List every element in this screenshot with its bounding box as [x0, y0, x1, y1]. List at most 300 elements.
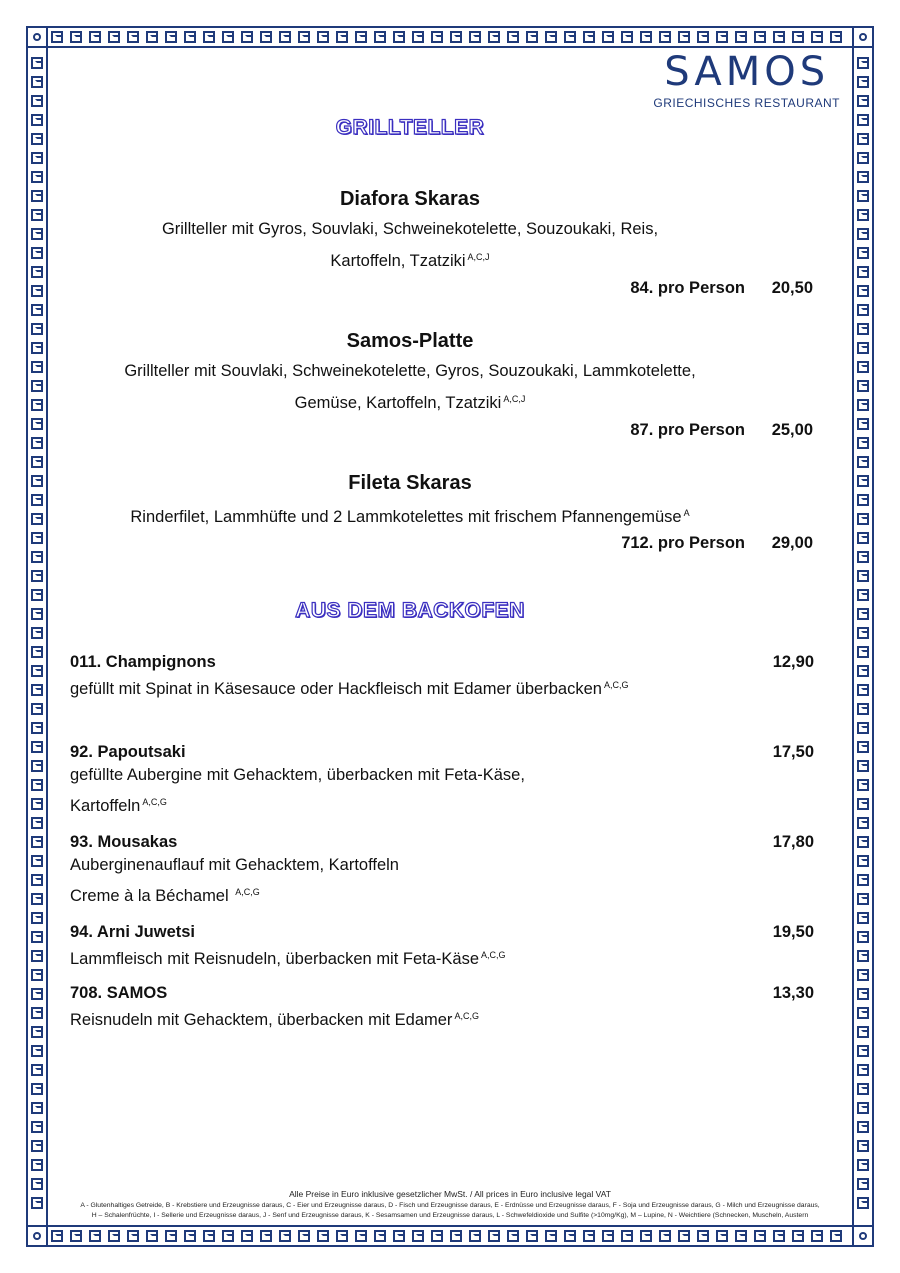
description-line: Lammfleisch mit Reisnudeln, überbacken mit Feta-Käse	[70, 950, 480, 968]
greek-key-tile-inner	[568, 1234, 576, 1242]
greek-key-tile-inner	[473, 35, 481, 43]
menu-item-samos-platte	[60, 330, 760, 417]
greek-key-tile-inner	[340, 1234, 348, 1242]
item-price: 17,80	[772, 833, 814, 851]
greek-key-tile	[488, 1230, 500, 1242]
greek-key-tile-inner	[35, 1182, 43, 1190]
greek-key-tile	[857, 855, 869, 867]
greek-key-tile	[31, 95, 43, 107]
greek-key-tile-inner	[35, 764, 43, 772]
greek-key-tile	[811, 31, 823, 43]
greek-key-tile-inner	[861, 631, 869, 639]
greek-key-tile	[857, 608, 869, 620]
description-line: gefüllte Aubergine mit Gehacktem, überbacken mit Feta-Käse,	[70, 766, 525, 784]
greek-key-tile-inner	[35, 1144, 43, 1152]
item-price: 17,50	[772, 743, 814, 761]
greek-key-tile	[857, 1026, 869, 1038]
greek-key-tile-inner	[861, 498, 869, 506]
greek-key-tile	[31, 779, 43, 791]
greek-key-tile	[857, 456, 869, 468]
greek-key-tile	[31, 836, 43, 848]
item-description	[70, 1003, 814, 1034]
menu-footer	[60, 1189, 840, 1221]
greek-key-tile	[317, 1230, 329, 1242]
greek-key-tile	[697, 1230, 709, 1242]
greek-key-tile-inner	[777, 1234, 785, 1242]
menu-item-fileta-skaras	[60, 472, 760, 531]
greek-key-tile	[31, 1159, 43, 1171]
greek-key-tile-inner	[35, 1163, 43, 1171]
greek-key-tile-inner	[264, 35, 272, 43]
greek-key-tile-inner	[861, 346, 869, 354]
greek-key-tile-inner	[435, 1234, 443, 1242]
greek-key-tile	[792, 1230, 804, 1242]
item-price: 29,00	[771, 534, 813, 552]
greek-key-tile	[241, 1230, 253, 1242]
greek-key-tile	[31, 285, 43, 297]
greek-key-tile-inner	[861, 213, 869, 221]
greek-key-tile-inner	[663, 35, 671, 43]
greek-key-tile	[450, 1230, 462, 1242]
greek-key-tile	[31, 627, 43, 639]
greek-key-tile-inner	[359, 35, 367, 43]
item-description	[60, 499, 760, 531]
greek-key-tile-inner	[796, 35, 804, 43]
greek-key-tile	[31, 247, 43, 259]
greek-key-tile	[857, 513, 869, 525]
greek-key-tile-inner	[701, 1234, 709, 1242]
greek-key-tile	[583, 31, 595, 43]
greek-key-tile	[51, 31, 63, 43]
border-corner-bottom-left	[26, 1225, 48, 1247]
greek-key-tile	[857, 798, 869, 810]
greek-key-tile-inner	[35, 232, 43, 240]
greek-key-tile-inner	[861, 935, 869, 943]
greek-key-tile-inner	[74, 35, 82, 43]
item-name: 708. SAMOS	[70, 984, 168, 1002]
greek-key-tile	[431, 1230, 443, 1242]
description-line: Grillteller mit Souvlaki, Schweinekotelette, Gyros, Souzoukaki, Lammkotelette,	[124, 362, 696, 380]
greek-key-tile-inner	[815, 35, 823, 43]
greek-key-tile	[735, 1230, 747, 1242]
greek-key-tile-inner	[302, 35, 310, 43]
greek-key-tile-inner	[35, 707, 43, 715]
greek-key-tile-inner	[587, 1234, 595, 1242]
greek-key-tile	[31, 342, 43, 354]
greek-key-tile-inner	[55, 35, 63, 43]
greek-key-tile	[621, 1230, 633, 1242]
greek-key-tile	[857, 1102, 869, 1114]
item-price: 20,50	[771, 279, 813, 297]
greek-key-tile	[31, 912, 43, 924]
greek-key-tile-inner	[861, 365, 869, 373]
greek-key-tile	[203, 31, 215, 43]
greek-key-tile	[317, 31, 329, 43]
greek-key-tile	[108, 1230, 120, 1242]
greek-key-tile	[298, 1230, 310, 1242]
greek-key-tile	[31, 722, 43, 734]
greek-key-tile	[31, 171, 43, 183]
greek-key-tile-inner	[625, 1234, 633, 1242]
greek-key-tile	[857, 152, 869, 164]
greek-key-tile-inner	[861, 954, 869, 962]
border-corner-top-left	[26, 26, 48, 48]
greek-key-tile-inner	[861, 61, 869, 69]
greek-key-tile-inner	[378, 1234, 386, 1242]
border-band-left	[26, 48, 48, 1225]
greek-key-tile-inner	[188, 35, 196, 43]
greek-key-tile-inner	[644, 1234, 652, 1242]
greek-key-tile	[857, 228, 869, 240]
greek-key-tile	[773, 1230, 785, 1242]
allergen-legend-line: A - Glutenhaltiges Getreide, B - Krebstiere und Erzeugnisse daraus, C - Eier und Erzeugnisse daraus, D - Fisch und Erzeugnisse daraus, E - Erdnüsse und Erzeugnisse daraus, F - Soja und Erzeugnisse daraus, G - Milch und Erzeugnisse daraus,	[80, 1202, 820, 1209]
greek-key-tile-inner	[35, 270, 43, 278]
description-line: Rinderfilet, Lammhüfte und 2 Lammkotelettes mit frischem Pfannengemüse	[130, 508, 682, 526]
greek-key-tile	[659, 31, 671, 43]
greek-key-tile	[640, 1230, 652, 1242]
item-name: 92. Papoutsaki	[70, 743, 186, 761]
greek-key-tile-inner	[131, 1234, 139, 1242]
greek-key-tile	[31, 399, 43, 411]
greek-key-tile	[31, 1045, 43, 1057]
item-name: 011. Champignons	[70, 653, 216, 671]
greek-key-tile	[31, 665, 43, 677]
greek-key-tile	[31, 703, 43, 715]
greek-key-tile	[31, 1121, 43, 1133]
greek-key-tile-inner	[861, 688, 869, 696]
greek-key-tile-inner	[35, 574, 43, 582]
greek-key-tile-inner	[112, 1234, 120, 1242]
greek-key-tile	[222, 1230, 234, 1242]
price-row	[60, 421, 813, 440]
greek-key-tile-inner	[35, 99, 43, 107]
greek-key-tile	[31, 361, 43, 373]
greek-key-tile	[857, 969, 869, 981]
greek-key-tile	[31, 1197, 43, 1209]
greek-key-tile-inner	[245, 35, 253, 43]
greek-key-tile	[279, 1230, 291, 1242]
logo-name: SAMOS	[664, 49, 830, 95]
menu-item-papoutsaki	[70, 743, 814, 820]
greek-key-tile	[857, 1140, 869, 1152]
greek-key-tile-inner	[35, 669, 43, 677]
greek-key-tile-inner	[245, 1234, 253, 1242]
greek-key-tile	[857, 1083, 869, 1095]
menu-item-samos	[70, 984, 814, 1034]
greek-key-tile-inner	[758, 35, 766, 43]
greek-key-tile	[857, 1159, 869, 1171]
greek-key-tile	[621, 31, 633, 43]
greek-key-tile-inner	[35, 688, 43, 696]
allergen-codes: A,C,J	[503, 394, 526, 404]
greek-key-tile	[857, 684, 869, 696]
greek-key-tile-inner	[74, 1234, 82, 1242]
greek-key-tile-inner	[283, 35, 291, 43]
greek-key-tile	[857, 551, 869, 563]
greek-key-tile	[31, 1026, 43, 1038]
greek-key-tile-inner	[861, 384, 869, 392]
greek-key-tile	[412, 31, 424, 43]
greek-key-tile	[31, 741, 43, 753]
greek-key-tile-inner	[35, 935, 43, 943]
greek-key-tile	[393, 1230, 405, 1242]
greek-key-tile	[108, 31, 120, 43]
greek-key-tile-inner	[861, 118, 869, 126]
greek-key-tile-inner	[861, 251, 869, 259]
greek-key-tile-inner	[861, 441, 869, 449]
greek-key-tile	[754, 31, 766, 43]
description-line: Creme à la Béchamel	[70, 887, 229, 905]
item-description	[70, 672, 814, 703]
greek-key-tile	[31, 76, 43, 88]
greek-key-tile	[857, 342, 869, 354]
greek-key-tile-inner	[35, 555, 43, 563]
greek-key-tile-inner	[861, 232, 869, 240]
greek-key-tile-inner	[625, 35, 633, 43]
greek-key-tile	[31, 304, 43, 316]
greek-key-tile-inner	[861, 517, 869, 525]
greek-key-tile-inner	[861, 783, 869, 791]
greek-key-tile-inner	[378, 35, 386, 43]
greek-key-tile-inner	[861, 270, 869, 278]
greek-key-tile	[336, 1230, 348, 1242]
greek-key-tile	[31, 817, 43, 829]
greek-key-tile	[857, 589, 869, 601]
greek-key-tile-inner	[861, 973, 869, 981]
greek-key-tile-inner	[861, 1011, 869, 1019]
greek-key-tile-inner	[861, 878, 869, 886]
greek-key-tile	[526, 31, 538, 43]
greek-key-tile	[31, 874, 43, 886]
greek-key-tile-inner	[35, 175, 43, 183]
greek-key-tile	[184, 31, 196, 43]
greek-key-tile-inner	[861, 821, 869, 829]
greek-key-tile-inner	[720, 35, 728, 43]
greek-key-tile	[165, 31, 177, 43]
greek-key-tile	[857, 760, 869, 772]
greek-key-tile	[488, 31, 500, 43]
greek-key-tile-inner	[35, 973, 43, 981]
greek-key-tile	[260, 31, 272, 43]
greek-key-tile-inner	[861, 289, 869, 297]
greek-key-tile-inner	[150, 1234, 158, 1242]
greek-key-tile-inner	[35, 1106, 43, 1114]
greek-key-tile	[857, 1197, 869, 1209]
greek-key-tile-inner	[682, 1234, 690, 1242]
greek-key-tile-inner	[35, 821, 43, 829]
greek-key-tile-inner	[35, 1125, 43, 1133]
allergen-codes: A,C,J	[467, 252, 490, 262]
greek-key-tile	[469, 1230, 481, 1242]
greek-key-tile	[412, 1230, 424, 1242]
greek-key-tile	[857, 988, 869, 1000]
greek-key-tile	[184, 1230, 196, 1242]
greek-key-tile-inner	[492, 35, 500, 43]
greek-key-tile	[857, 570, 869, 582]
item-name: Diafora Skaras	[339, 188, 481, 210]
greek-key-tile-inner	[861, 1087, 869, 1095]
greek-key-tile	[31, 57, 43, 69]
greek-key-tile-inner	[35, 1068, 43, 1076]
greek-key-tile	[735, 31, 747, 43]
item-description	[70, 942, 814, 973]
greek-key-tile-inner	[112, 35, 120, 43]
greek-key-tile-inner	[796, 1234, 804, 1242]
greek-key-tile-inner	[861, 1030, 869, 1038]
greek-key-tile-inner	[720, 1234, 728, 1242]
greek-key-tile-inner	[35, 878, 43, 886]
greek-key-tile-inner	[815, 1234, 823, 1242]
greek-key-tile	[393, 31, 405, 43]
greek-key-tile-inner	[35, 1011, 43, 1019]
price-row	[60, 534, 813, 553]
greek-key-tile-inner	[35, 1030, 43, 1038]
greek-key-tile-inner	[302, 1234, 310, 1242]
greek-key-tile-inner	[606, 35, 614, 43]
greek-key-tile-inner	[861, 1068, 869, 1076]
greek-key-tile-inner	[861, 536, 869, 544]
greek-key-tile-inner	[35, 403, 43, 411]
greek-key-tile-inner	[35, 916, 43, 924]
greek-key-tile-inner	[861, 1106, 869, 1114]
greek-key-tile-inner	[35, 859, 43, 867]
greek-key-tile-inner	[169, 35, 177, 43]
greek-key-tile-inner	[35, 308, 43, 316]
greek-key-tile	[31, 684, 43, 696]
greek-key-tile-inner	[454, 1234, 462, 1242]
greek-key-tile	[31, 760, 43, 772]
greek-key-tile-inner	[568, 35, 576, 43]
greek-key-tile-inner	[861, 992, 869, 1000]
greek-key-tile-inner	[644, 35, 652, 43]
greek-key-tile	[31, 532, 43, 544]
greek-key-tile	[31, 380, 43, 392]
item-header	[70, 923, 814, 942]
greek-key-tile-inner	[530, 1234, 538, 1242]
greek-key-tile-inner	[861, 403, 869, 411]
greek-key-tile	[31, 1007, 43, 1019]
allergen-codes: A,C,G	[235, 887, 260, 897]
greek-key-tile-inner	[861, 99, 869, 107]
greek-key-tile-inner	[549, 1234, 557, 1242]
item-name: Fileta Skaras	[348, 472, 472, 494]
greek-key-tile-inner	[530, 35, 538, 43]
greek-key-tile-inner	[739, 35, 747, 43]
greek-key-tile	[857, 418, 869, 430]
greek-key-tile-inner	[35, 783, 43, 791]
greek-key-tile-inner	[834, 35, 842, 43]
section-title-grill: GRILLTELLER	[335, 116, 485, 139]
greek-key-tile	[857, 1007, 869, 1019]
greek-key-tile-inner	[473, 1234, 481, 1242]
greek-key-tile-inner	[283, 1234, 291, 1242]
greek-key-tile-inner	[861, 479, 869, 487]
greek-key-tile	[203, 1230, 215, 1242]
greek-key-tile-inner	[861, 897, 869, 905]
greek-key-tile	[31, 266, 43, 278]
greek-key-tile-inner	[35, 460, 43, 468]
border-band-right	[852, 48, 874, 1225]
greek-key-tile	[857, 475, 869, 487]
greek-key-tile-inner	[511, 1234, 519, 1242]
greek-key-tile-inner	[35, 954, 43, 962]
greek-key-tile	[857, 114, 869, 126]
greek-key-tile-inner	[861, 764, 869, 772]
greek-key-tile	[31, 513, 43, 525]
greek-key-tile-inner	[861, 1182, 869, 1190]
item-name: 93. Mousakas	[70, 833, 178, 851]
item-number: 84. pro Person	[630, 279, 745, 297]
greek-key-tile	[678, 1230, 690, 1242]
greek-key-tile	[31, 190, 43, 202]
greek-key-tile	[857, 171, 869, 183]
greek-key-tile	[89, 31, 101, 43]
greek-key-tile-inner	[55, 1234, 63, 1242]
greek-key-tile-inner	[359, 1234, 367, 1242]
greek-key-tile	[31, 1102, 43, 1114]
greek-key-tile-inner	[861, 327, 869, 335]
greek-key-tile	[678, 31, 690, 43]
item-description	[70, 762, 814, 820]
greek-key-tile-inner	[35, 422, 43, 430]
greek-key-tile	[31, 855, 43, 867]
greek-key-tile-inner	[861, 745, 869, 753]
greek-key-tile	[857, 646, 869, 658]
greek-key-tile	[857, 1121, 869, 1133]
item-header	[70, 743, 814, 762]
greek-key-tile-inner	[861, 859, 869, 867]
greek-key-tile-inner	[861, 175, 869, 183]
greek-key-tile-inner	[587, 35, 595, 43]
greek-key-tile-inner	[35, 479, 43, 487]
greek-key-tile-inner	[861, 574, 869, 582]
greek-key-tile	[51, 1230, 63, 1242]
greek-key-tile	[31, 1140, 43, 1152]
greek-key-tile	[857, 836, 869, 848]
greek-key-tile-inner	[35, 213, 43, 221]
allergen-codes: A,C,G	[142, 797, 167, 807]
greek-key-tile	[31, 1178, 43, 1190]
greek-key-tile	[450, 31, 462, 43]
greek-key-tile	[857, 1064, 869, 1076]
greek-key-tile-inner	[861, 840, 869, 848]
item-description	[60, 215, 760, 275]
greek-key-tile	[857, 361, 869, 373]
greek-key-tile-inner	[861, 916, 869, 924]
greek-key-tile-inner	[861, 422, 869, 430]
menu-item-arni-juwetsi	[70, 923, 814, 973]
greek-key-tile-inner	[169, 1234, 177, 1242]
item-header	[70, 653, 814, 672]
description-line: Auberginenauflauf mit Gehacktem, Kartoffeln	[70, 856, 399, 874]
greek-key-tile	[857, 266, 869, 278]
item-price: 19,50	[772, 923, 814, 941]
greek-key-tile-inner	[35, 384, 43, 392]
greek-key-tile	[857, 76, 869, 88]
section-title-oven: AUS DEM BACKOFEN	[295, 599, 525, 622]
greek-key-tile-inner	[35, 194, 43, 202]
greek-key-tile	[146, 31, 158, 43]
menu-item-mousakas	[70, 833, 814, 910]
greek-key-tile	[857, 893, 869, 905]
greek-key-tile	[146, 1230, 158, 1242]
greek-key-tile	[564, 1230, 576, 1242]
greek-key-tile	[857, 741, 869, 753]
description-line: Kartoffeln, Tzatziki	[330, 252, 466, 270]
greek-key-tile	[830, 31, 842, 43]
greek-key-tile	[857, 779, 869, 791]
greek-key-tile	[279, 31, 291, 43]
